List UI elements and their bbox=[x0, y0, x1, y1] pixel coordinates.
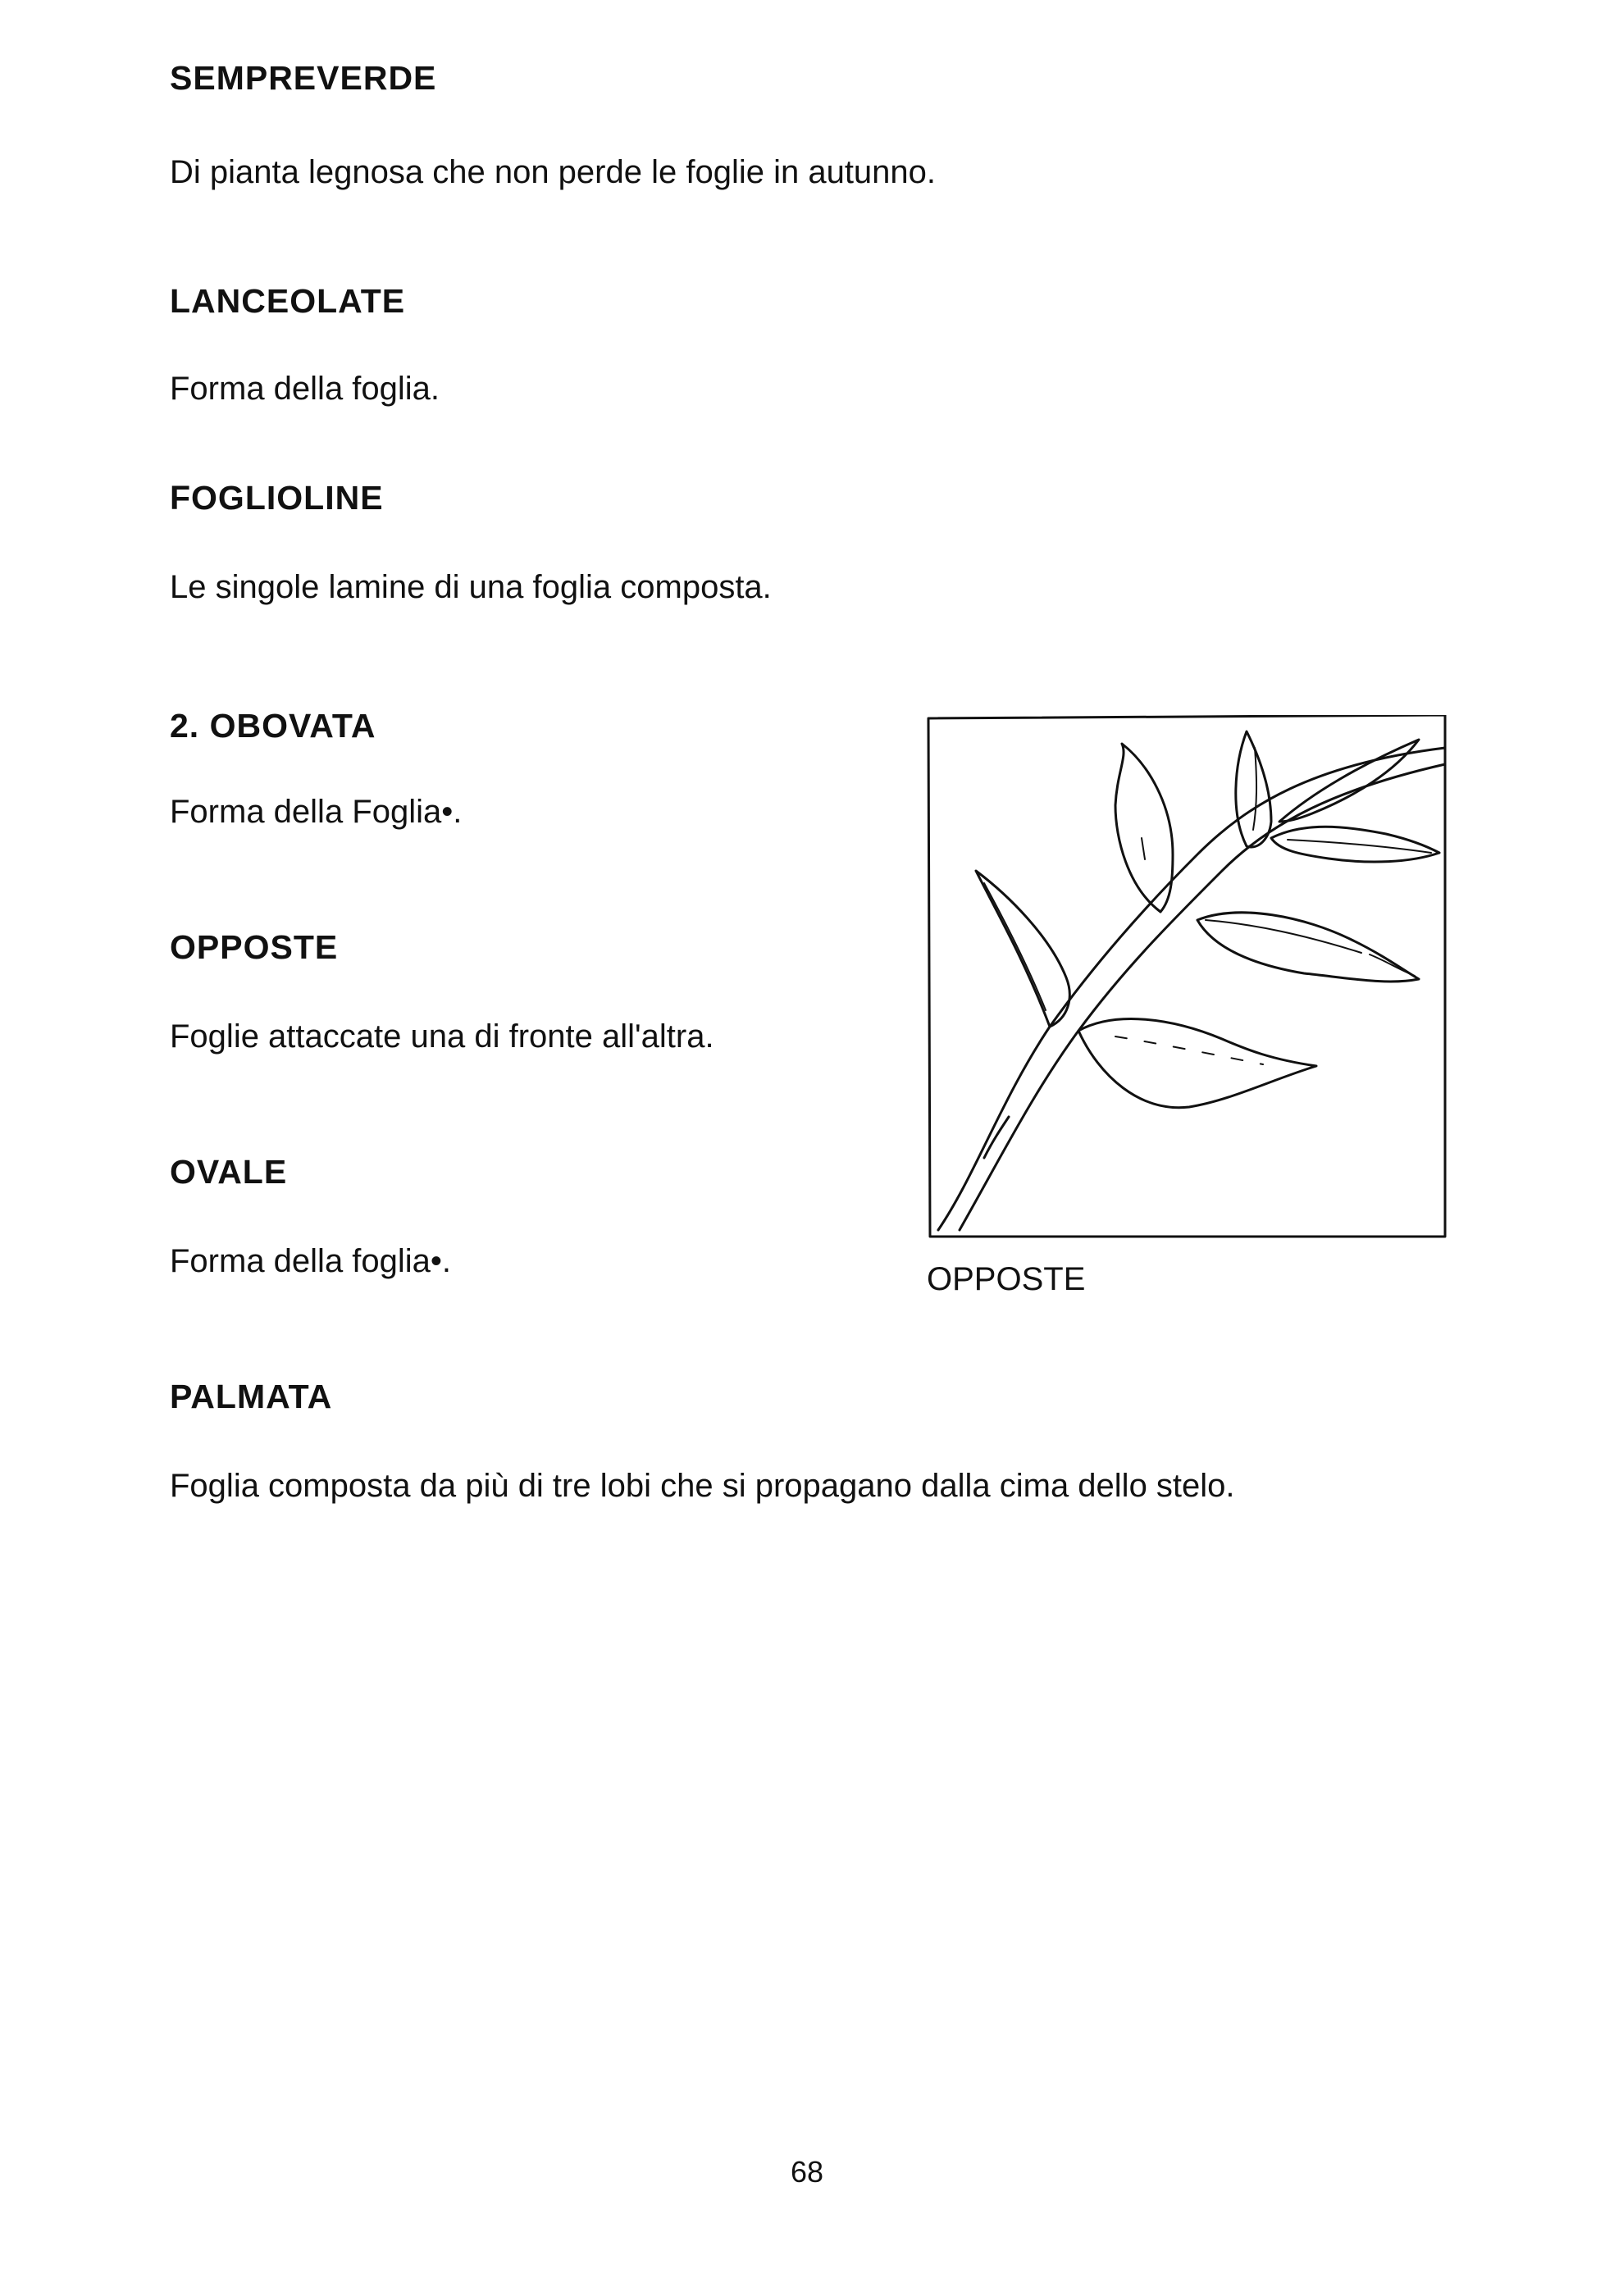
term-obovata: 2. OBOVATA bbox=[170, 707, 376, 745]
opposte-figure bbox=[927, 715, 1448, 1240]
definition-ovale: Forma della foglia•. bbox=[170, 1243, 452, 1279]
definition-sempreverde: Di pianta legnosa che non perde le foglie in autunno. bbox=[170, 154, 937, 190]
definition-palmata: Foglia composta da più di tre lobi che si propagano dalla cima dello stelo. bbox=[170, 1468, 1235, 1504]
leaf-branch-icon bbox=[927, 715, 1448, 1240]
definition-obovata: Forma della Foglia•. bbox=[170, 794, 463, 830]
definition-lanceolate: Forma della foglia. bbox=[170, 371, 440, 407]
term-foglioline: FOGLIOLINE bbox=[170, 479, 384, 517]
figure-caption: OPPOSTE bbox=[927, 1261, 1086, 1297]
page-number: 68 bbox=[790, 2155, 824, 2189]
term-ovale: OVALE bbox=[170, 1153, 288, 1191]
term-sempreverde: SEMPREVERDE bbox=[170, 59, 437, 97]
definition-opposte: Foglie attaccate una di fronte all'altra. bbox=[170, 1018, 714, 1055]
definition-foglioline: Le singole lamine di una foglia composta. bbox=[170, 569, 772, 605]
term-palmata: PALMATA bbox=[170, 1378, 333, 1415]
term-opposte: OPPOSTE bbox=[170, 928, 339, 966]
term-lanceolate: LANCEOLATE bbox=[170, 282, 406, 320]
